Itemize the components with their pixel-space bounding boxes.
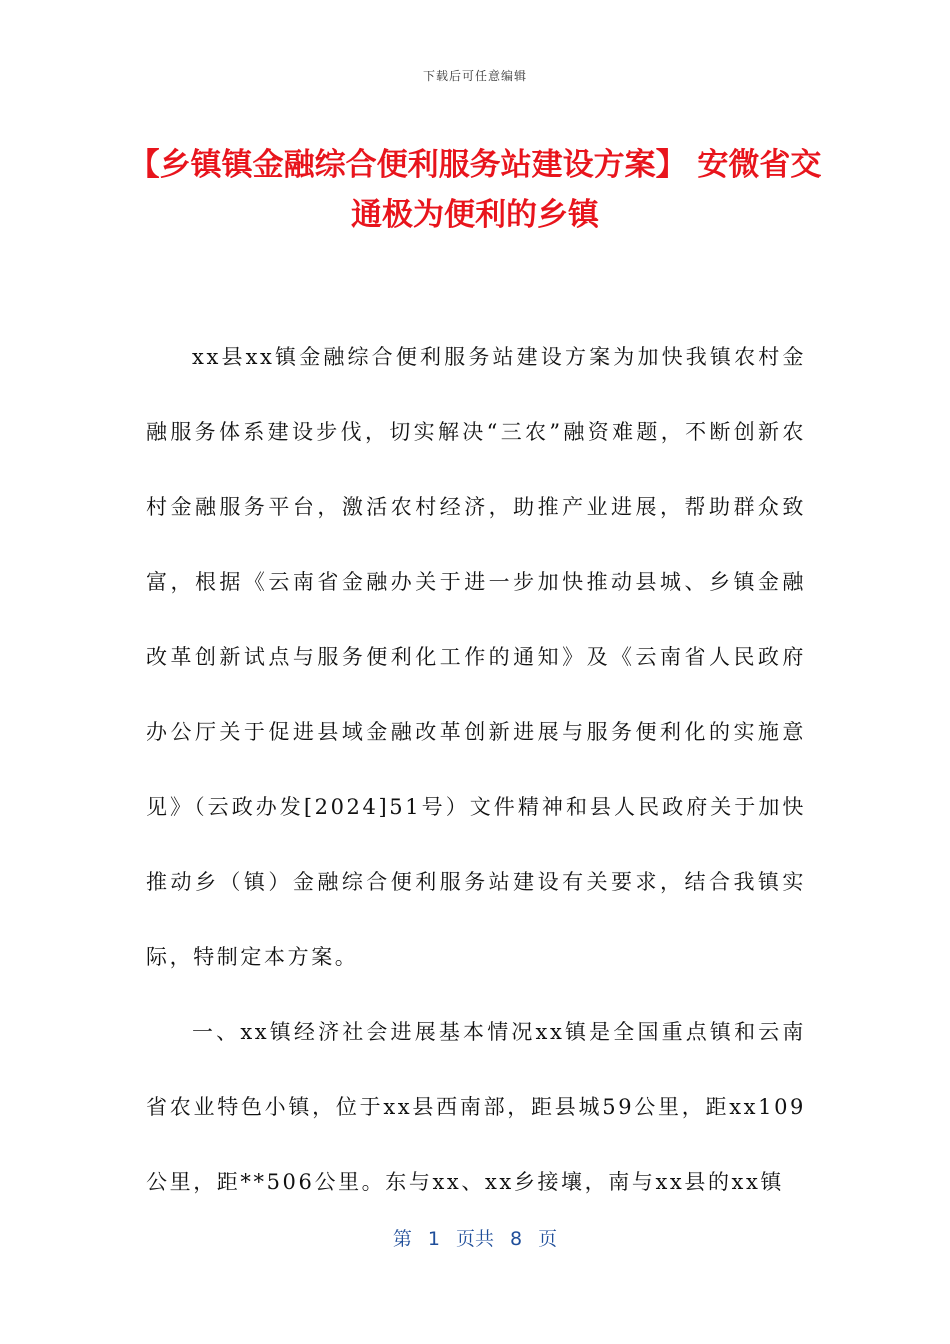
header-note: 下载后可任意编辑: [422, 69, 527, 83]
paragraph: xx县xx镇金融综合便利服务站建设方案为加快我镇农村金融服务体系建设步伐，切实解决“三农”融资难题，不断创新农村金融服务平台，激活农村经济，助推产业进展，帮助群众致富，根据《云南省金融办关于进一步加快推动县城、乡镇金融改革创新试点与服务便利化工作的通知》及《云南省人民政府办公厅关于促进县域金融改革创新进展与服务便利化的实施意见》（云政办发[2024]51号）文件精神和县人民政府关于加快推动乡（镇）金融综合便利服务站建设有关要求，结合我镇实际，特制定本方案。: [146, 345, 806, 969]
page-total: 8: [510, 1228, 523, 1250]
page-label-mid: 页共: [455, 1228, 494, 1250]
document-title: 【乡镇镇金融综合便利服务站建设方案】 安微省交通极为便利的乡镇: [128, 147, 822, 233]
page-footer: [0, 1224, 950, 1251]
page-label-suffix: 页: [538, 1228, 558, 1250]
document-body: [146, 320, 806, 1220]
page-current: 1: [427, 1228, 440, 1250]
paragraph: 一、xx镇经济社会进展基本情况xx镇是全国重点镇和云南省农业特色小镇，位于xx县西南部，距县城59公里，距xx109公里，距**506公里。东与xx、xx乡接壤，南与xx县的xx镇: [146, 1020, 806, 1194]
page-label-prefix: 第: [392, 1228, 412, 1250]
